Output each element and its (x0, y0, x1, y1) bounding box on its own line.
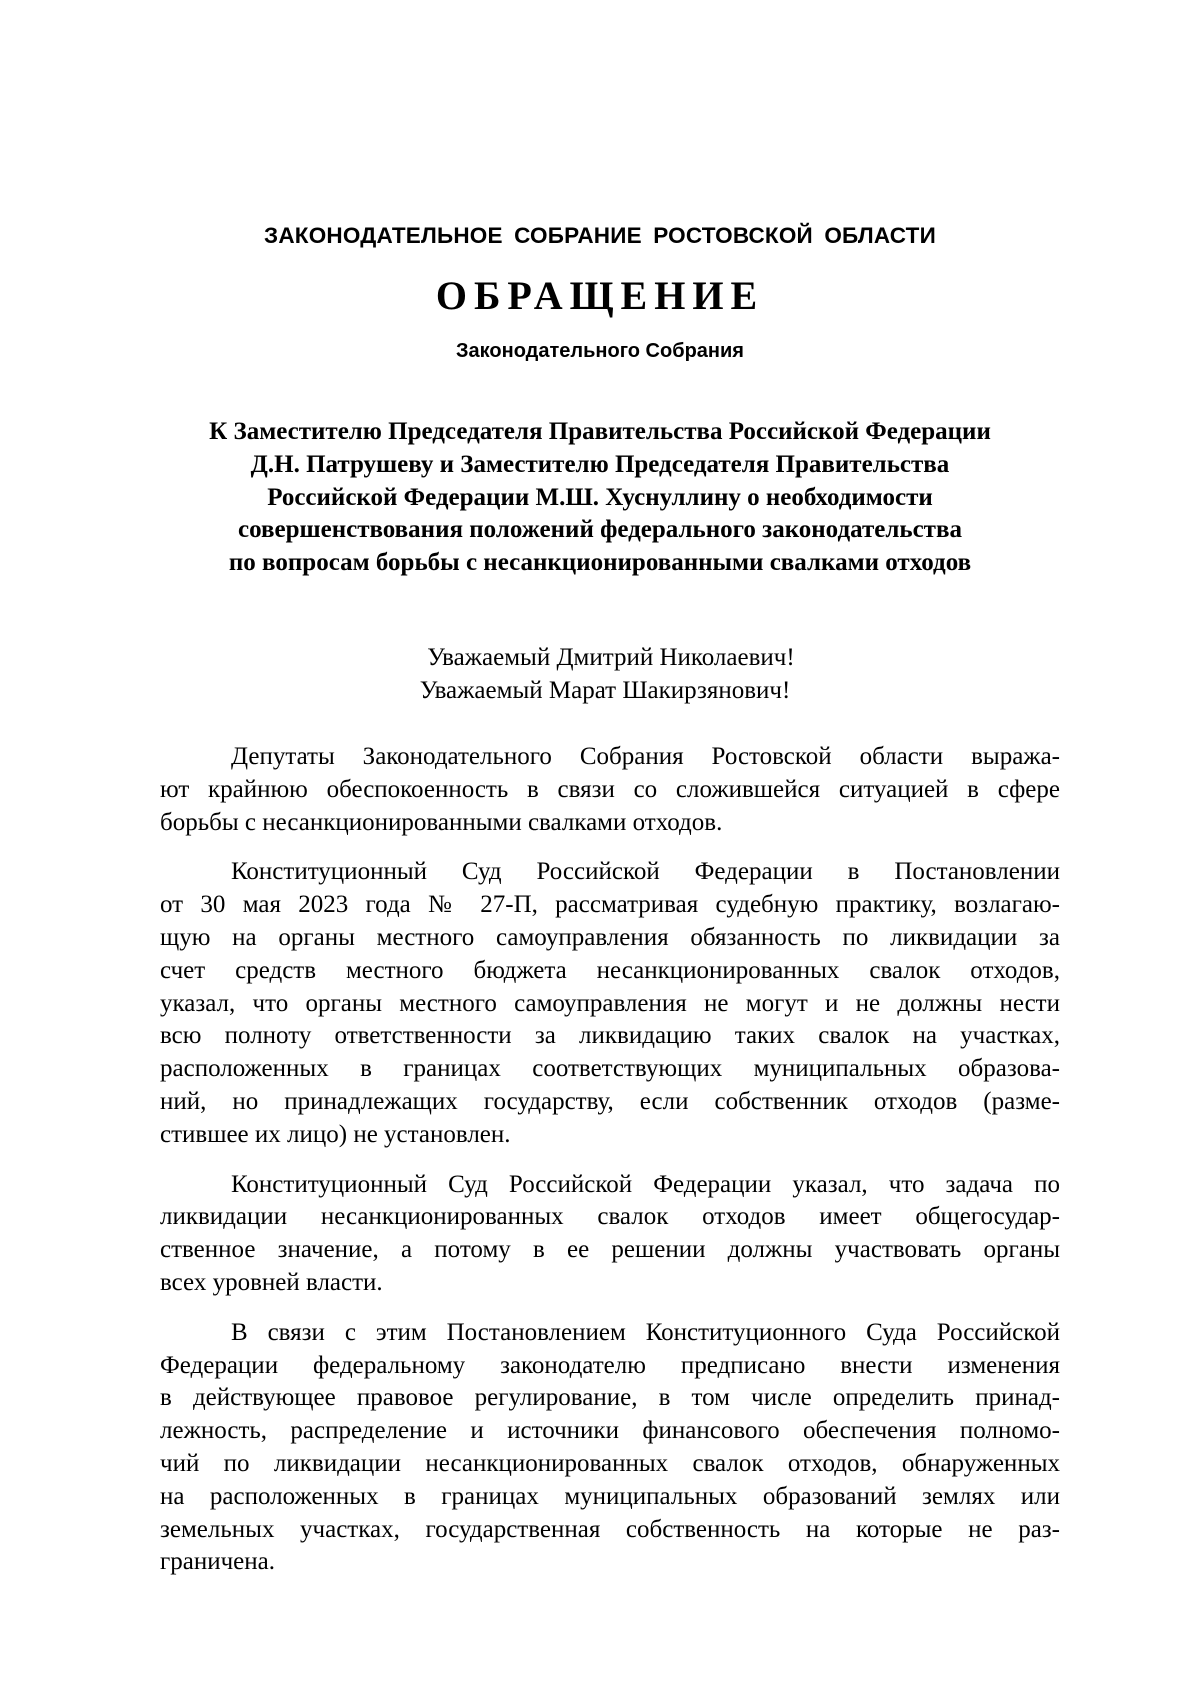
paragraph-line: граничена. (160, 1548, 276, 1576)
document-subtitle: Законодательного Собрания (456, 340, 744, 362)
body-paragraph (160, 1317, 1060, 1579)
paragraph-line: борьбы с несанкционированными свалками отходов. (160, 808, 723, 836)
address-line: совершенствования положений федерального законодательства (238, 516, 962, 544)
body-paragraph (160, 741, 1060, 839)
body-paragraph (160, 1169, 1060, 1300)
salutation-line: Уважаемый Дмитрий Николаевич! (427, 644, 795, 671)
paragraph-line: Конституционный Суд Российской Федерации указал, что задача по (231, 1170, 1060, 1198)
paragraph-line: щую на органы местного самоуправления обязанность по ликвидации за (160, 923, 1060, 951)
paragraph-line: Федерации федеральному законодателю предписано внести изменения (160, 1351, 1060, 1379)
document-type-heading: ОБРАЩЕНИЕ (435, 273, 765, 318)
paragraph-line: всю полноту ответственности за ликвидацию таких свалок на участках, (160, 1022, 1060, 1050)
address-line: К Заместителю Председателя Правительства Российской Федерации (209, 418, 991, 445)
paragraph-line: на расположенных в границах муниципальных образований землях или (160, 1482, 1060, 1510)
organization-title: ЗАКОНОДАТЕЛЬНОЕ СОБРАНИЕ РОСТОВСКОЙ ОБЛАСТИ (264, 223, 936, 248)
paragraph-line: Конституционный Суд Российской Федерации в Постановлении (231, 858, 1060, 886)
paragraph-line: Депутаты Законодательного Собрания Ростовской области выража- (231, 743, 1060, 770)
paragraph-line: расположенных в границах соответствующих муниципальных образова- (160, 1055, 1060, 1083)
paragraph-line: чий по ликвидации несанкционированных свалок отходов, обнаруженных (160, 1449, 1060, 1477)
address-line: Д.Н. Патрушеву и Заместителю Председателя Правительства (250, 450, 950, 478)
paragraph-line: ственное значение, а потому в ее решении должны участвовать органы (160, 1236, 1060, 1264)
salutation-block (0, 641, 1200, 707)
paragraph-line: ют крайнюю обеспокоенность в связи со сложившейся ситуацией в сфере (160, 775, 1060, 803)
address-line: Российской Федерации М.Ш. Хуснуллину о необходимости (267, 483, 933, 511)
address-line: по вопросам борьбы с несанкционированными свалками отходов (228, 549, 972, 577)
paragraph-line: всех уровней власти. (160, 1268, 383, 1296)
body-paragraph (160, 856, 1060, 1151)
paragraph-line: счет средств местного бюджета несанкционированных свалок отходов, (160, 956, 1060, 984)
paragraph-line: земельных участках, государственная собственность на которые не раз- (160, 1515, 1060, 1543)
body-text (160, 741, 1060, 1596)
paragraph-line: в действующее правовое регулирование, в том числе определить принад- (160, 1384, 1060, 1412)
paragraph-line: ний, но принадлежащих государству, если собственник отходов (разме- (160, 1087, 1060, 1115)
paragraph-line: В связи с этим Постановлением Конституционного Суда Российской (231, 1318, 1060, 1346)
paragraph-line: указал, что органы местного самоуправления не могут и не должны нести (160, 989, 1060, 1017)
paragraph-line: лежность, распределение и источники финансового обеспечения полномо- (160, 1417, 1060, 1445)
paragraph-line: стившее их лицо) не установлен. (160, 1120, 511, 1148)
paragraph-line: ликвидации несанкционированных свалок отходов имеет общегосудар- (160, 1203, 1060, 1231)
address-block (150, 416, 1050, 580)
paragraph-line: от 30 мая 2023 года № 27-П, рассматривая судебную практику, возлагаю- (160, 891, 1060, 919)
salutation-line: Уважаемый Марат Шакирзянович! (419, 677, 791, 704)
